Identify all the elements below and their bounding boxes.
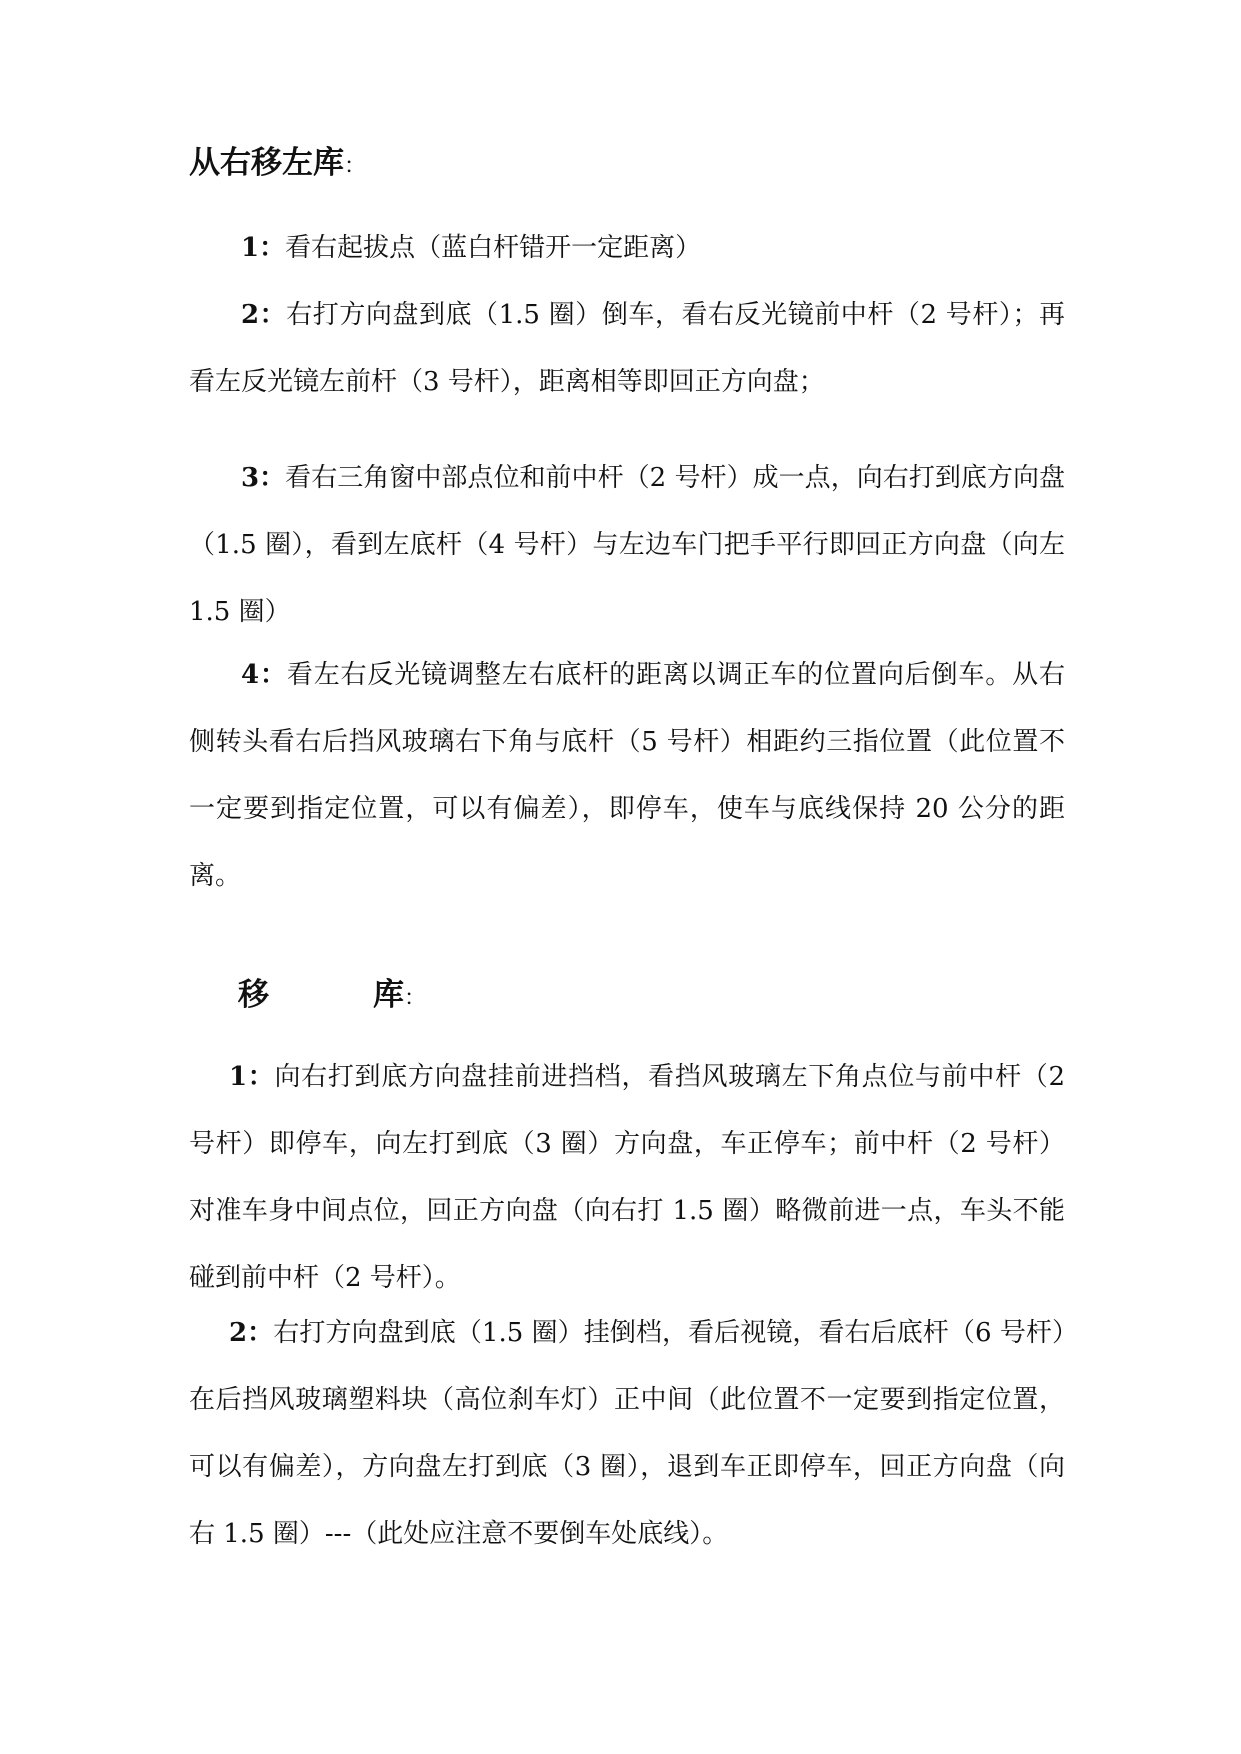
step-number: 1： bbox=[241, 233, 286, 263]
step-number: 2： bbox=[229, 1318, 274, 1348]
section-1-step-2 bbox=[189, 282, 1065, 416]
section-1-step-3 bbox=[189, 445, 1065, 646]
section-2-title-part-2: 库 bbox=[373, 977, 404, 1013]
section-2-step-1 bbox=[189, 1044, 1065, 1312]
section-1-title bbox=[189, 143, 366, 187]
step-number: 2： bbox=[241, 300, 287, 330]
section-1-title-text: 从右移左库 bbox=[189, 145, 344, 181]
step-number: 1： bbox=[229, 1062, 275, 1092]
step-text: 向右打到底方向盘挂前进挡档，看挡风玻璃左下角点位与前中杆（2 号杆）即停车，向左打到底（3 圈）方向盘，车正停车；前中杆（2 号杆）对准车身中间点位，回正方向盘（向右打 1.5 圈）略微前进一点，车头不能碰到前中杆（2 号杆）。 bbox=[189, 1062, 1066, 1293]
step-text: 右打方向盘到底（1.5 圈）倒车，看右反光镜前中杆（2 号杆）；再看左反光镜左前杆（3 号杆），距离相等即回正方向盘； bbox=[189, 300, 1066, 397]
section-1-step-4 bbox=[189, 642, 1065, 910]
section-2-title-colon: ： bbox=[404, 986, 427, 1011]
step-text: 看左右反光镜调整左右底杆的距离以调正车的位置向后倒车。从右侧转头看右后挡风玻璃右下角与底杆（5 号杆）相距约三指位置（此位置不一定要到指定位置，可以有偏差），即停车，使车与底线保持 20 公分的距离。 bbox=[189, 660, 1065, 891]
section-1-title-colon: ： bbox=[344, 154, 367, 179]
step-text: 看右起拔点（蓝白杆错开一定距离） bbox=[285, 233, 702, 263]
step-text: 右打方向盘到底（1.5 圈）挂倒档，看后视镜，看右后底杆（6 号杆）在后挡风玻璃塑料块（高位刹车灯）正中间（此位置不一定要到指定位置，可以有偏差），方向盘左打到底（3 圈），退到车正即停车，回正方向盘（向右 1.5 圈）---（此处应注意不要倒车处底线）。 bbox=[189, 1318, 1066, 1549]
section-2-title-part-1: 移 bbox=[238, 977, 269, 1013]
step-number: 3： bbox=[241, 463, 286, 493]
section-2-title bbox=[238, 975, 426, 1019]
step-number: 4： bbox=[241, 660, 287, 690]
section-1-step-1 bbox=[189, 215, 1065, 282]
step-text: 看右三角窗中部点位和前中杆（2 号杆）成一点，向右打到底方向盘（1.5 圈），看到左底杆（4 号杆）与左边车门把手平行即回正方向盘（向左 1.5 圈） bbox=[189, 463, 1066, 627]
section-2-step-2 bbox=[189, 1300, 1065, 1568]
